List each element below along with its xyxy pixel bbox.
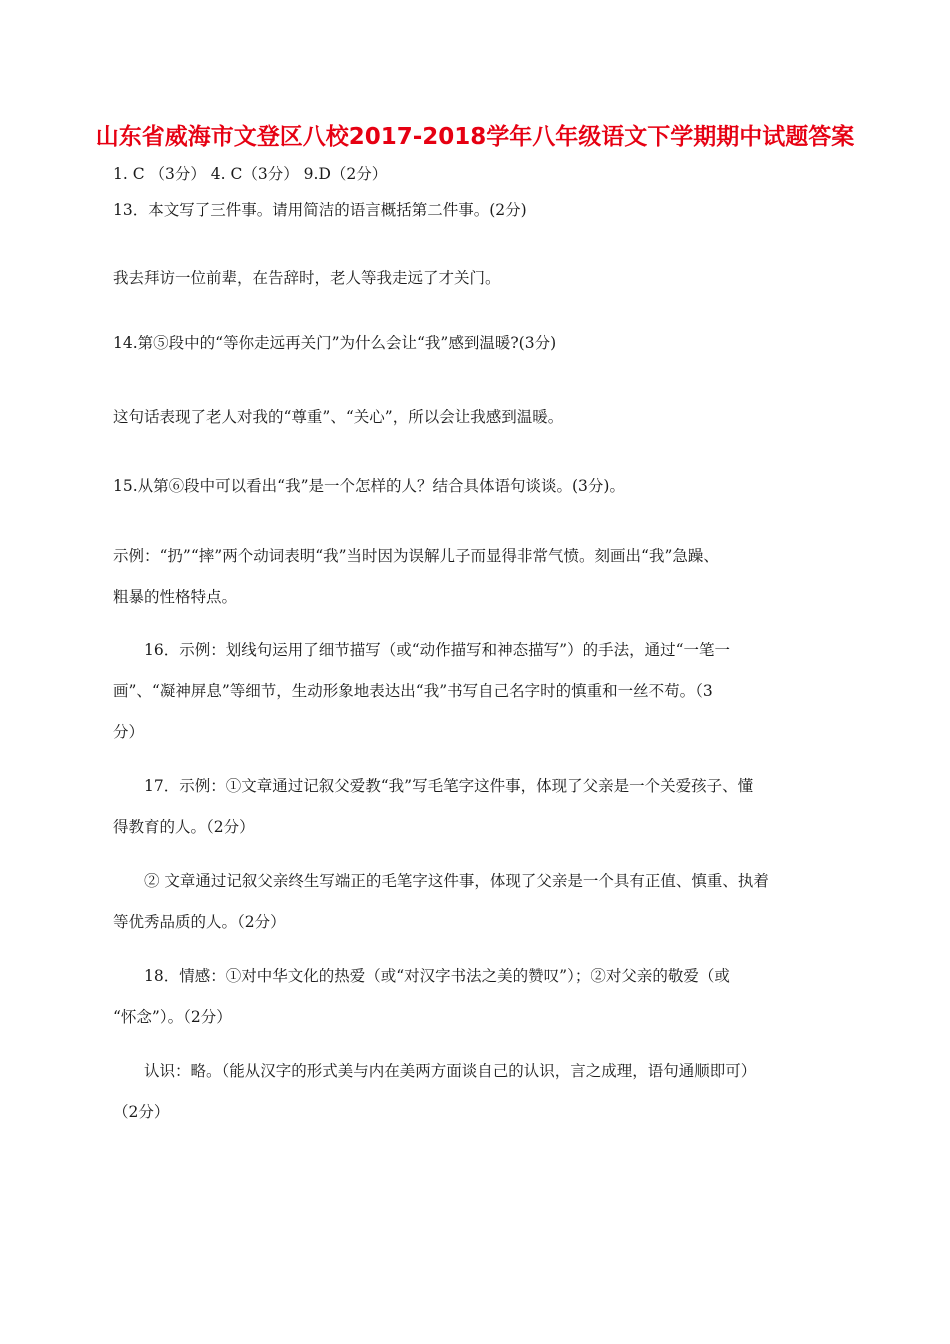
answer-13: 我去拜访一位前辈，在告辞时，老人等我走远了才关门。 bbox=[113, 269, 501, 287]
answer-15-line-1: 示例：“扔”“摔”两个动词表明“我”当时因为误解儿子而显得非常气愤。刻画出“我”急躁、 bbox=[113, 547, 719, 565]
answer-14: 这句话表现了老人对我的“尊重”、“关心”，所以会让我感到温暖。 bbox=[113, 408, 564, 426]
answer-line-mc: 1. C （3分） 4. C（3分） 9.D（2分） bbox=[113, 165, 388, 183]
answer-16-line-1: 16．示例：划线句运用了细节描写（或“动作描写和神态描写”）的手法，通过“一笔一 bbox=[144, 641, 730, 659]
answer-17-line-4: 等优秀品质的人。（2分） bbox=[113, 913, 286, 931]
answer-17-line-3: ② 文章通过记叙父亲终生写端正的毛笔字这件事，体现了父亲是一个具有正值、慎重、执着 bbox=[144, 872, 769, 890]
answer-18-line-3: 认识：略。（能从汉字的形式美与内在美两方面谈自己的认识，言之成理，语句通顺即可） bbox=[144, 1062, 757, 1080]
question-14: 14.第⑤段中的“等你走远再关门”为什么会让“我”感到温暖?(3分) bbox=[113, 334, 557, 352]
question-13: 13．本文写了三件事。请用简洁的语言概括第二件事。(2分) bbox=[113, 201, 527, 219]
answer-16-line-3: 分） bbox=[113, 723, 145, 741]
answer-16-line-2: 画”、“凝神屏息”等细节，生动形象地表达出“我”书写自己名字时的慎重和一丝不苟。（3 bbox=[113, 682, 713, 700]
answer-18-line-2: “怀念”）。（2分） bbox=[113, 1008, 232, 1026]
answer-15-line-2: 粗暴的性格特点。 bbox=[113, 588, 238, 606]
answer-18-line-4: （2分） bbox=[113, 1103, 170, 1121]
question-15: 15.从第⑥段中可以看出“我”是一个怎样的人？结合具体语句谈谈。(3分)。 bbox=[113, 477, 625, 495]
document-title: 山东省威海市文登区八校2017-2018学年八年级语文下学期期中试题答案 bbox=[95, 124, 855, 150]
answer-17-line-2: 得教育的人。（2分） bbox=[113, 818, 255, 836]
answer-17-line-1: 17．示例：①文章通过记叙父爱教“我”写毛笔字这件事，体现了父亲是一个关爱孩子、懂 bbox=[144, 777, 754, 795]
answer-18-line-1: 18．情感：①对中华文化的热爱（或“对汉字书法之美的赞叹”）；②对父亲的敬爱（或 bbox=[144, 967, 730, 985]
